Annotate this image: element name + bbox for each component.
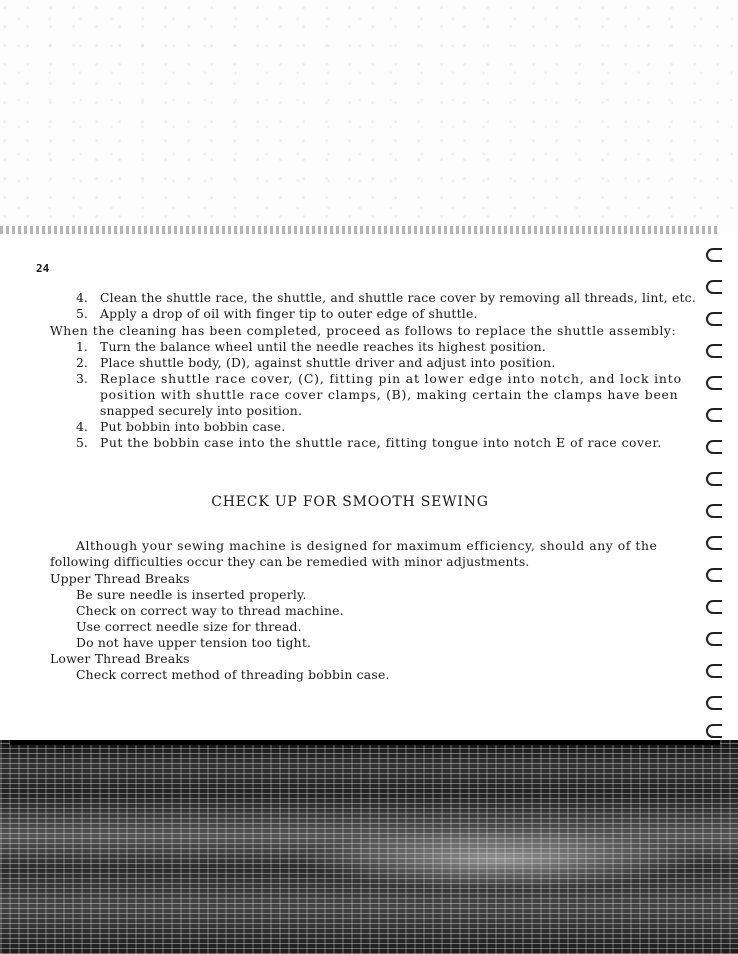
spiral-binding [700,228,730,738]
list-number: 5. [76,306,88,321]
step-text: Place shuttle body, (D), against shuttle driver and adjust into position. [100,355,556,370]
binding-coil [706,696,722,710]
step-number: 2. [76,355,88,370]
list-item: Do not have upper tension too tight. [76,635,312,650]
list-item: Clean the shuttle race, the shuttle, and shuttle race cover by removing all threads, lint, etc. [100,290,696,305]
step-text: snapped securely into position. [100,403,303,418]
subheading-lower: Lower Thread Breaks [50,651,190,666]
binding-coil [706,472,722,486]
list-item: Check correct method of threading bobbin case. [76,667,390,682]
scanned-top-margin [0,0,738,232]
binding-coil [706,600,722,614]
page-top-edge [0,226,720,234]
step-number: 1. [76,339,88,354]
binding-coil [706,504,722,518]
step-number: 5. [76,435,88,450]
binding-coil [706,440,722,454]
binding-coil [706,344,722,358]
section-heading: CHECK UP FOR SMOOTH SEWING [211,494,489,510]
step-text: Turn the balance wheel until the needle reaches its highest position. [100,339,546,354]
step-text: Replace shuttle race cover, (C), fitting pin at lower edge into notch, and lock into [100,371,682,386]
step-text: position with shuttle race cover clamps, (B), making certain the clamps have been [100,387,679,402]
binding-coil [706,632,722,646]
binding-coil [706,724,722,738]
step-text: Put the bobbin case into the shuttle race, fitting tongue into notch E of race cover. [100,435,662,450]
list-item: Apply a drop of oil with finger tip to outer edge of shuttle. [100,306,478,321]
scan-highlight [300,830,700,890]
binding-coil [706,312,722,326]
binding-coil [706,408,722,422]
binding-coil [706,248,722,262]
binding-coil [706,376,722,390]
binding-coil [706,568,722,582]
list-item: Use correct needle size for thread. [76,619,302,634]
page-bottom-edge [10,740,720,745]
list-number: 4. [76,290,88,305]
paragraph-line: following difficulties occur they can be remedied with minor adjustments. [50,554,530,569]
step-number: 3. [76,371,88,386]
scanned-bottom-background [0,740,738,954]
step-text: Put bobbin into bobbin case. [100,419,286,434]
binding-coil [706,280,722,294]
binding-coil [706,536,722,550]
binding-coil [706,664,722,678]
intro-sentence: When the cleaning has been completed, proceed as follows to replace the shuttle assembly: [50,323,677,338]
step-number: 4. [76,419,88,434]
page-number: 24 [36,262,50,275]
list-item: Be sure needle is inserted properly. [76,587,307,602]
paragraph-line: Although your sewing machine is designed for maximum efficiency, should any of the [76,538,658,553]
list-item: Check on correct way to thread machine. [76,603,344,618]
subheading-upper: Upper Thread Breaks [50,571,190,586]
